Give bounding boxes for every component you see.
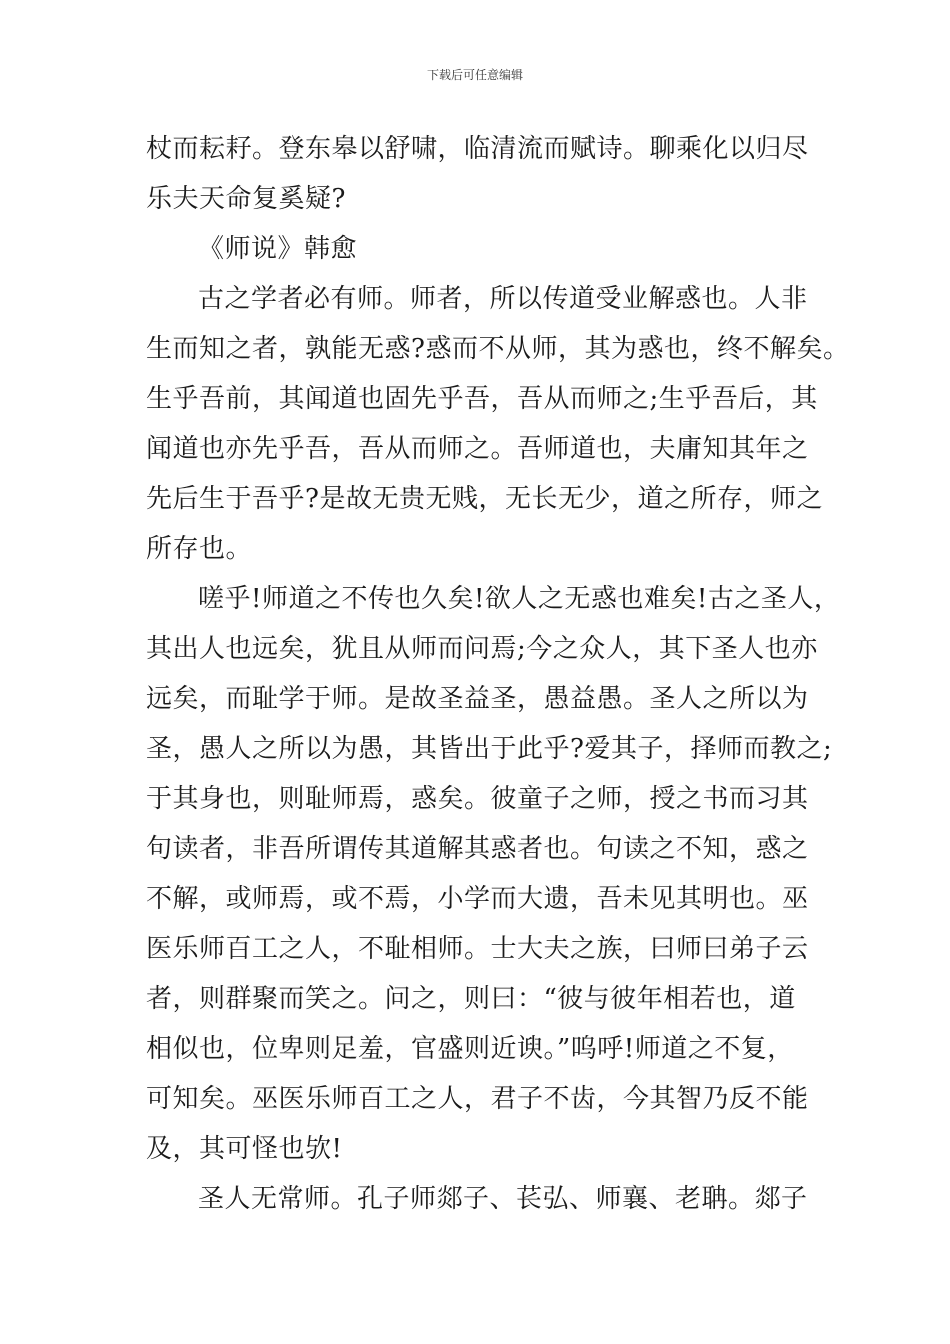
text-line: 生乎吾前，其闻道也固先乎吾，吾从而师之;生乎吾后，其 — [146, 384, 818, 414]
text-line: 生而知之者，孰能无惑?惑而不从师，其为惑也，终不解矣。 — [146, 334, 850, 364]
text-line: 所存也。 — [146, 534, 253, 564]
text-line: 者，则群聚而笑之。问之，则曰：“彼与彼年相若也，道 — [146, 984, 796, 1014]
text-line: 远矣，而耻学于师。是故圣益圣，愚益愚。圣人之所以为 — [146, 684, 809, 714]
text-line: 于其身也，则耻师焉，惑矣。彼童子之师，授之书而习其 — [146, 784, 809, 814]
text-line: 乐夫天命复奚疑? — [146, 184, 346, 214]
text-line: 圣人无常师。孔子师郯子、苌弘、师襄、老聃。郯子 — [198, 1184, 808, 1214]
text-line: 句读者，非吾所谓传其道解其惑者也。句读之不知，惑之 — [146, 834, 809, 864]
essay-title: 《师说》韩愈 — [198, 234, 358, 264]
text-line: 圣，愚人之所以为愚，其皆出于此乎?爱其子，择师而教之; — [146, 734, 833, 764]
text-line: 医乐师百工之人，不耻相师。士大夫之族，曰师曰弟子云 — [146, 934, 809, 964]
text-line: 可知矣。巫医乐师百工之人，君子不齿，今其智乃反不能 — [146, 1084, 809, 1114]
text-line: 其出人也远矣，犹且从师而问焉;今之众人，其下圣人也亦 — [146, 634, 818, 664]
text-line: 嗟乎!师道之不传也久矣!欲人之无惑也难矣!古之圣人， — [198, 584, 841, 614]
text-line: 及，其可怪也欤! — [146, 1134, 343, 1164]
text-line: 杖而耘耔。登东皋以舒啸，临清流而赋诗。聊乘化以归尽 — [146, 134, 809, 164]
text-line: 古之学者必有师。师者，所以传道受业解惑也。人非 — [198, 284, 808, 314]
text-line: 不解，或师焉，或不焉，小学而大遗，吾未见其明也。巫 — [146, 884, 809, 914]
document-body — [146, 124, 850, 1224]
text-line: 闻道也亦先乎吾，吾从而师之。吾师道也，夫庸知其年之 — [146, 434, 809, 464]
page-header: 下载后可任意编辑 — [426, 68, 523, 82]
text-line: 相似也，位卑则足羞，官盛则近谀。”呜呼!师道之不复， — [146, 1034, 794, 1064]
text-line: 先后生于吾乎?是故无贵无贱，无长无少，道之所存，师之 — [146, 484, 823, 514]
